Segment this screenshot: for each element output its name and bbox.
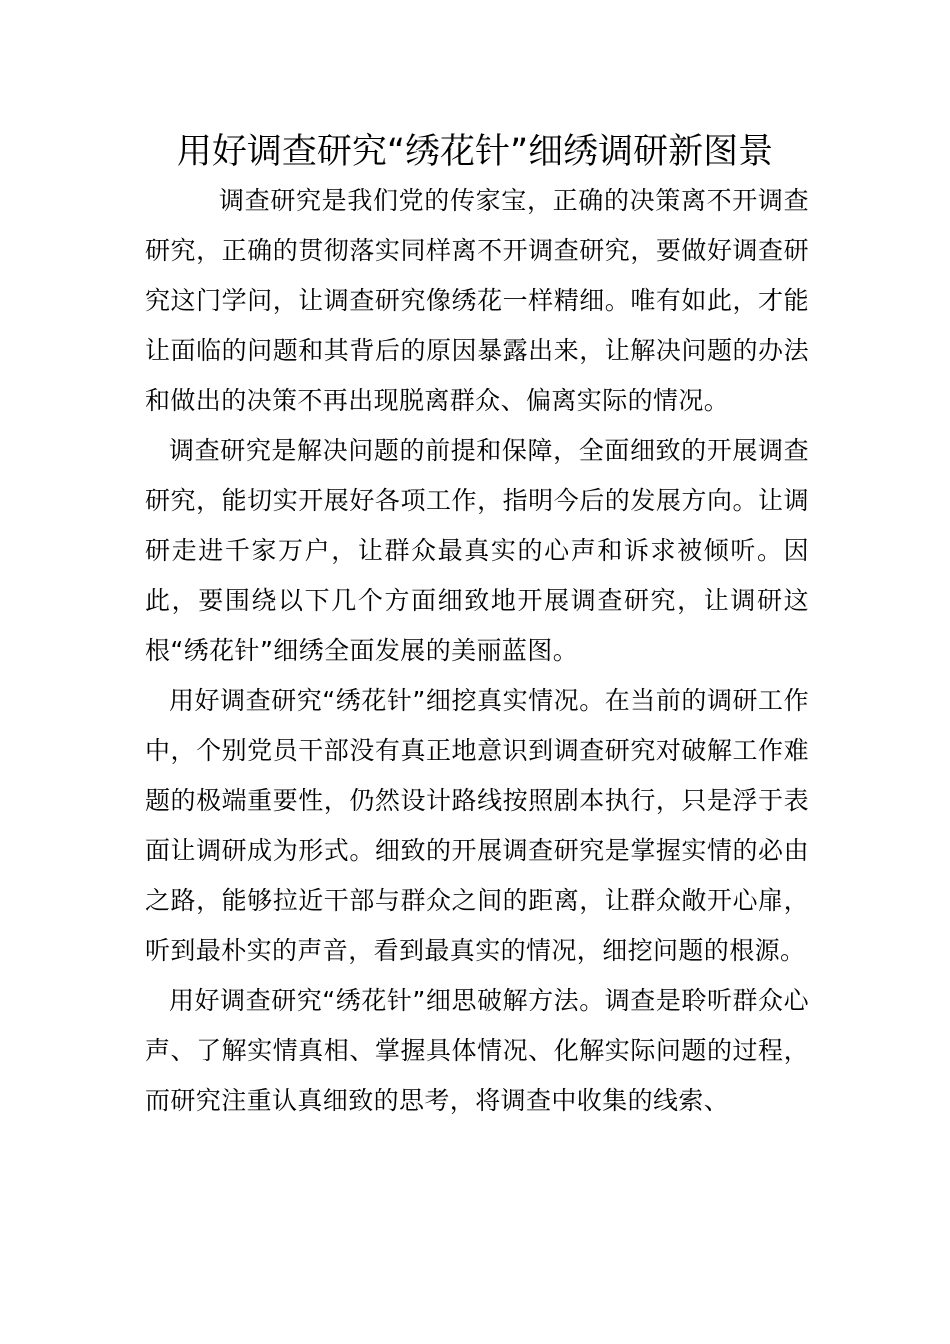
paragraph-3: 用好调查研究“绣花针”细挖真实情况。在当前的调研工作中，个别党员干部没有真正地意识到调查研究对破解工作难题的极端重要性，仍然设计路线按照剧本执行，只是浮于表面让调研成为形式。细致的开展调查研究是掌握实情的必由之路，能够拉近干部与群众之间的距离，让群众敞开心扉，听到最朴实的声音，看到最真实的情况，细挖问题的根源。 — [145, 686, 809, 965]
document-body — [145, 176, 809, 1126]
paragraph-1: 调查研究是我们党的传家宝，正确的决策离不开调查研究，正确的贯彻落实同样离不开调查研究，要做好调查研究这门学问，让调查研究像绣花一样精细。唯有如此，才能让面临的问题和其背后的原因暴露出来，让解决问题的办法和做出的决策不再出现脱离群众、偏离实际的情况。 — [145, 186, 809, 415]
paragraph-4: 用好调查研究“绣花针”细思破解方法。调查是聆听群众心声、了解实情真相、掌握具体情况、化解实际问题的过程，而研究注重认真细致的思考，将调查中收集的线索、 — [145, 986, 809, 1115]
document-title: 用好调查研究“绣花针”细绣调研新图景 — [176, 132, 774, 172]
paragraph-2: 调查研究是解决问题的前提和保障，全面细致的开展调查研究，能切实开展好各项工作，指明今后的发展方向。让调研走进千家万户，让群众最真实的心声和诉求被倾听。因此，要围绕以下几个方面细致地开展调查研究，让调研这根“绣花针”细绣全面发展的美丽蓝图。 — [145, 436, 809, 665]
